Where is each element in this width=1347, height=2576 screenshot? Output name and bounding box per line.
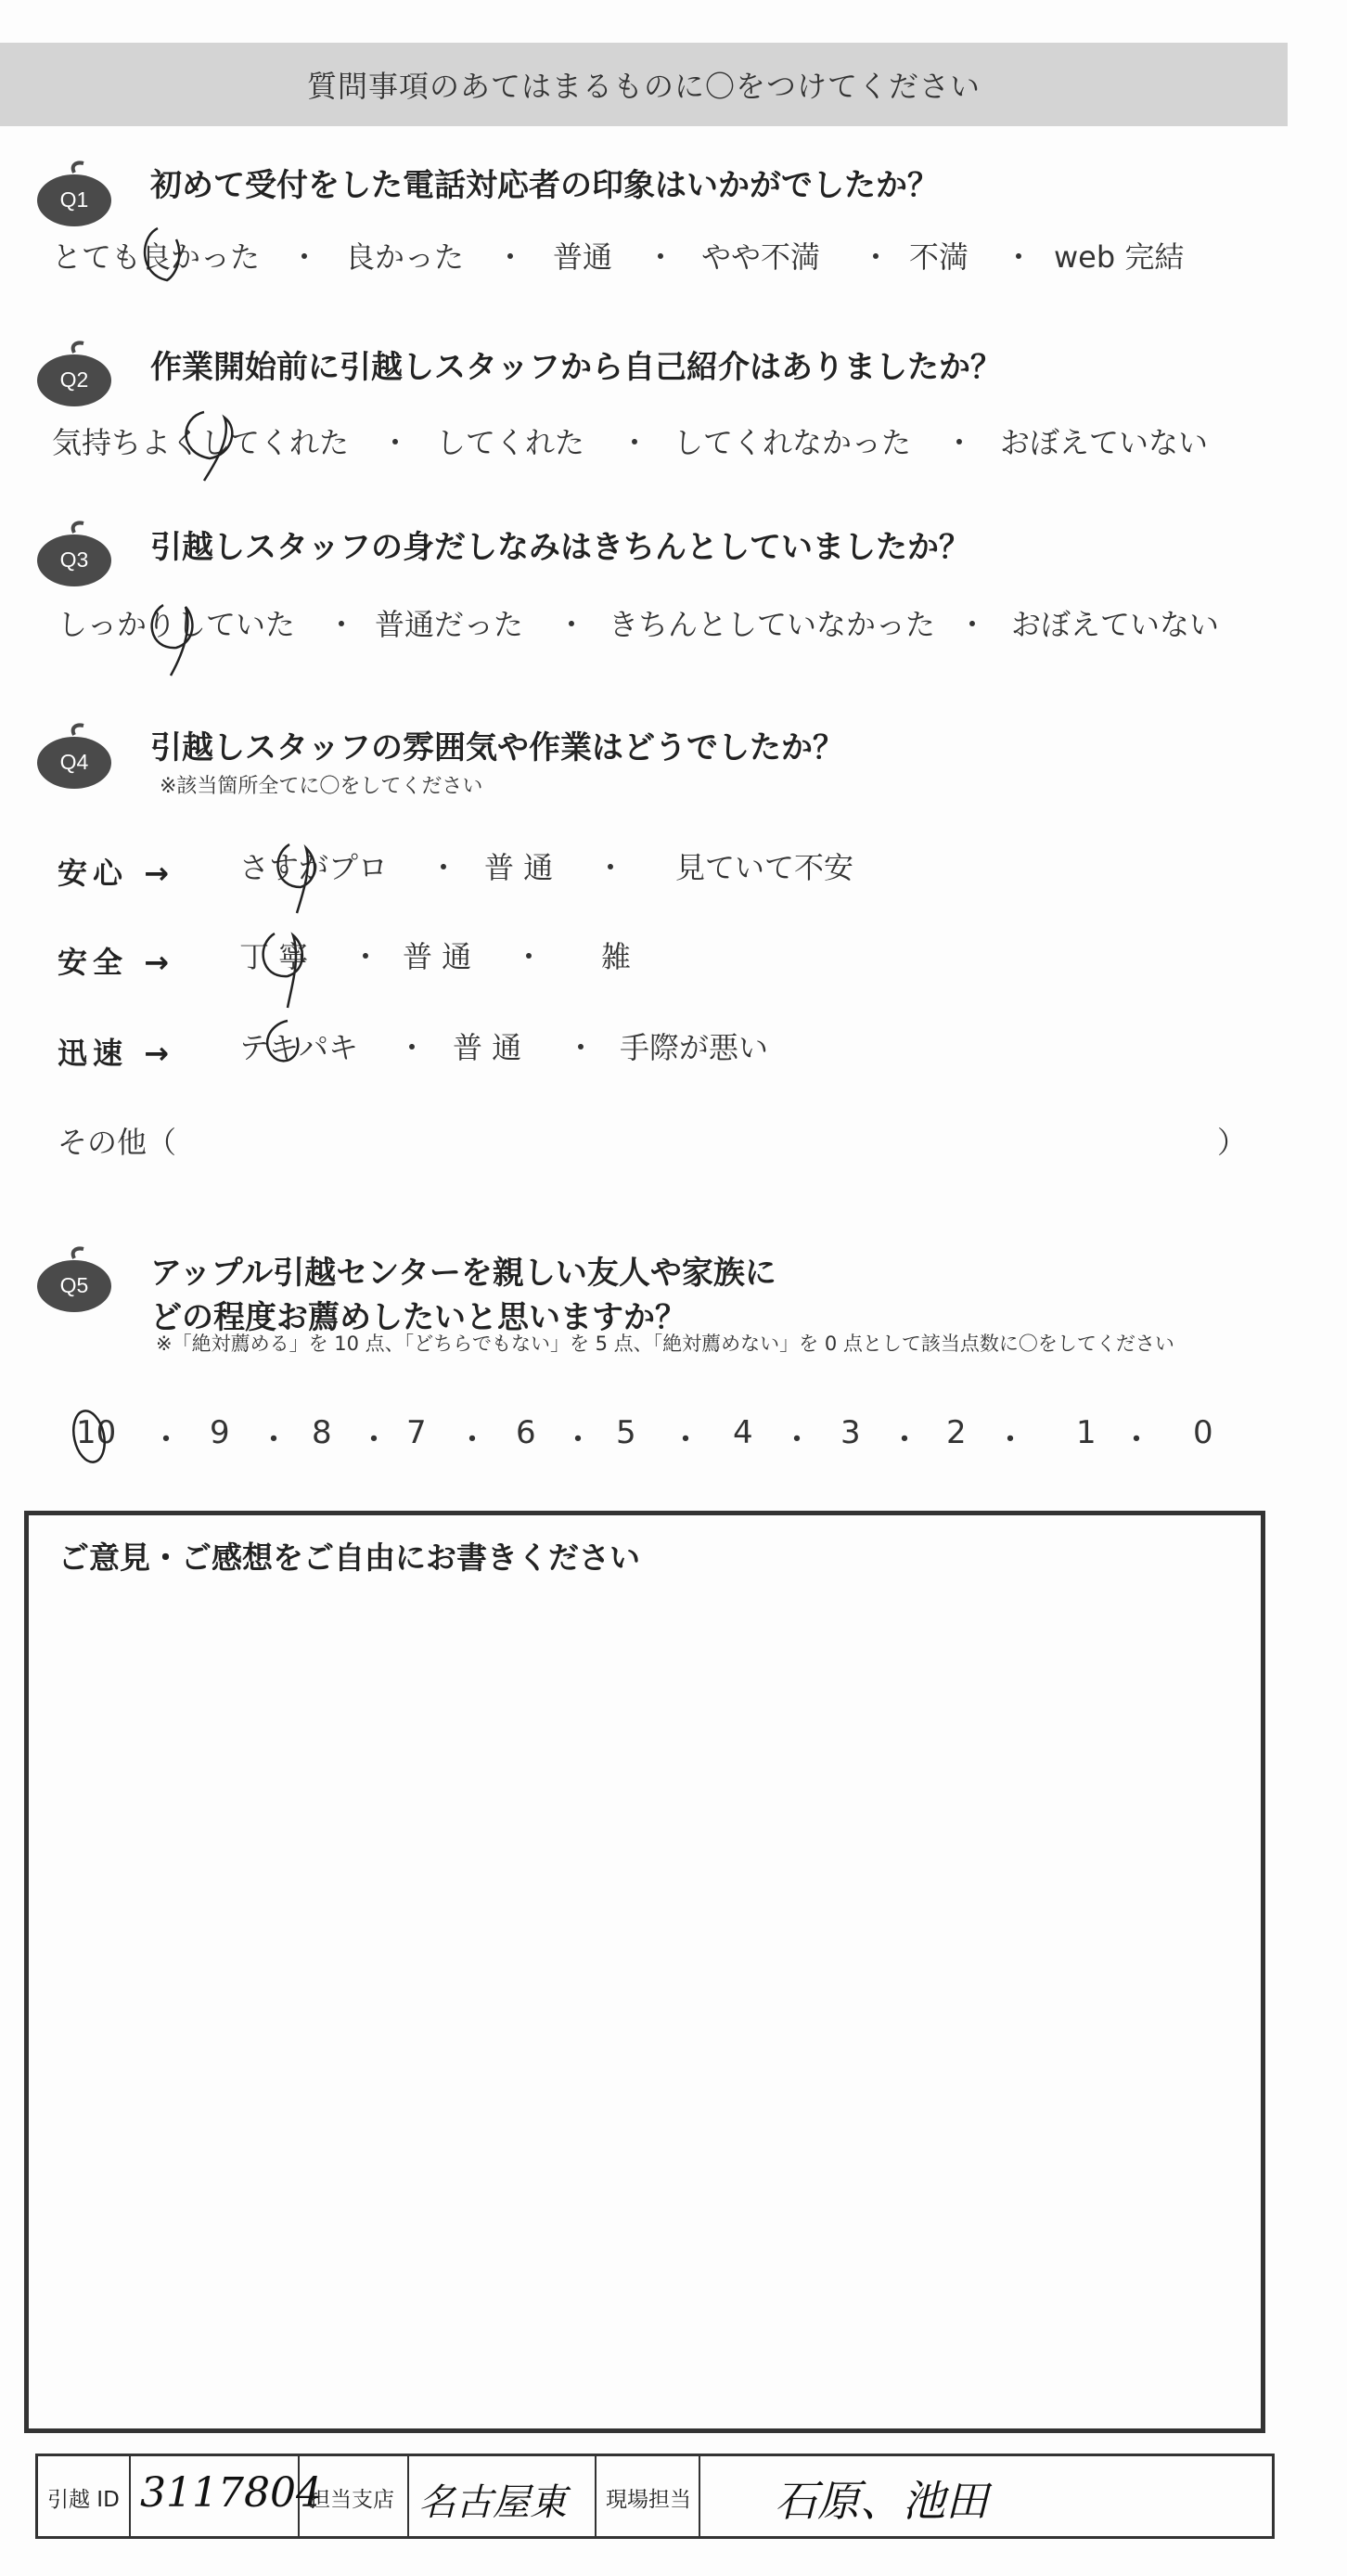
q4-option-clumsy[interactable]: 手際が悪い	[620, 1030, 769, 1065]
q5-score-1[interactable]: 1	[1076, 1414, 1097, 1451]
q4-separator: ・	[397, 1030, 428, 1065]
q5-score-5[interactable]: 5	[616, 1414, 636, 1451]
q3-badge	[35, 531, 113, 588]
q1-option-good[interactable]: 良かった	[345, 239, 465, 275]
q1-separator: ・	[495, 239, 526, 275]
q1-option-slightly-unsatisfied[interactable]: やや不満	[701, 239, 821, 275]
q2-option-gladly[interactable]: 気持ちよくしてくれた	[52, 425, 350, 460]
header-title: 質問事項のあてはまるものに〇をつけてください	[306, 69, 981, 104]
q4-option-efficient[interactable]: テキパキ	[239, 1030, 359, 1065]
q5-score-3[interactable]: 3	[840, 1414, 861, 1451]
q4-option-sloppy[interactable]: 雑	[601, 939, 632, 974]
q1-option-normal[interactable]: 普通	[553, 239, 613, 275]
instructions-header	[0, 43, 1288, 126]
q4-note: ※該当箇所全てに〇をしてください	[160, 775, 483, 798]
q4-row-security-label: 安全 →	[58, 945, 174, 980]
q2-option-did[interactable]: してくれた	[436, 425, 585, 460]
q5-score-10[interactable]: 10	[76, 1414, 117, 1451]
q4-badge	[35, 733, 113, 791]
footer-branch-label: 担当支店	[309, 2488, 394, 2512]
q3-badge-label: Q3	[59, 547, 89, 572]
q4-separator: ・	[566, 1030, 597, 1065]
q2-separator: ・	[380, 425, 411, 460]
q5-separator: ・	[562, 1422, 594, 1459]
q5-separator: ・	[150, 1422, 182, 1459]
q5-score-8[interactable]: 8	[312, 1414, 332, 1451]
q2-question: 作業開始前に引越しスタッフから自己紹介はありましたか？	[150, 349, 1002, 386]
q1-separator: ・	[1004, 239, 1034, 275]
q5-score-4[interactable]: 4	[733, 1414, 753, 1451]
q4-other-label: その他（	[58, 1125, 177, 1160]
q1-badge	[35, 171, 113, 228]
footer-id-value: 3117804	[140, 2469, 322, 2517]
q4-option-polite[interactable]: 丁 寧	[239, 939, 309, 974]
q5-note: ※「絶対薦める」を 10 点、「どちらでもない」を 5 点、「絶対薦めない」を 0 点として該当点数に〇をしてください	[156, 1333, 1174, 1355]
q3-separator: ・	[957, 607, 988, 642]
q4-row-safety-label: 安心 →	[58, 856, 174, 891]
q5-question-line2: どの程度お薦めしたいと思いますか？	[150, 1299, 686, 1336]
q4-badge-label: Q4	[59, 749, 89, 774]
q1-option-very-good[interactable]: とても良かった	[52, 239, 261, 275]
q4-row-speed-label: 迅速 →	[58, 1036, 174, 1071]
comments-title: ご意見・ご感想をご自由にお書きください	[58, 1539, 640, 1576]
q1-badge-label: Q1	[59, 187, 89, 212]
q4-separator: ・	[351, 939, 381, 974]
q2-separator: ・	[944, 425, 975, 460]
footer-id-label-cell	[38, 2456, 131, 2536]
q5-separator: ・	[781, 1422, 813, 1459]
q4-option-normal[interactable]: 普 通	[403, 939, 472, 974]
q2-badge	[35, 351, 113, 408]
q5-score-2[interactable]: 2	[946, 1414, 967, 1451]
q1-separator: ・	[289, 239, 320, 275]
q1-separator: ・	[646, 239, 676, 275]
q5-badge	[35, 1256, 113, 1314]
q4-separator: ・	[514, 939, 545, 974]
q2-option-dont-remember[interactable]: おぼえていない	[1000, 425, 1209, 460]
footer-staff-value-cell[interactable]	[700, 2456, 1272, 2536]
comments-box[interactable]	[24, 1511, 1265, 2433]
q5-question-line1: アップル引越センターを親しい友人や家族に	[150, 1255, 776, 1292]
q4-option-worrying[interactable]: 見ていて不安	[675, 850, 854, 885]
comments-body[interactable]	[58, 1590, 1231, 2410]
q5-separator: ・	[456, 1422, 488, 1459]
q4-other-close: ）	[1217, 1125, 1248, 1160]
q1-separator: ・	[861, 239, 892, 275]
footer-branch-value-cell[interactable]	[409, 2456, 597, 2536]
q3-question: 引越しスタッフの身だしなみはきちんとしていましたか？	[150, 529, 970, 566]
footer-staff-label: 現場担当	[606, 2488, 691, 2512]
footer-id-value-cell[interactable]	[131, 2456, 322, 2536]
q4-option-normal[interactable]: 普 通	[453, 1030, 522, 1065]
footer-staff-label-cell	[597, 2456, 700, 2536]
q3-separator: ・	[327, 607, 357, 642]
footer-table	[35, 2454, 1275, 2539]
q1-option-unsatisfied[interactable]: 不満	[909, 239, 969, 275]
footer-branch-label-cell	[300, 2456, 409, 2536]
q1-question: 初めて受付をした電話対応者の印象はいかがでしたか？	[150, 167, 939, 204]
q5-badge-label: Q5	[59, 1272, 89, 1297]
footer-branch-value: 名古屋東	[418, 2481, 567, 2524]
q4-separator: ・	[596, 850, 626, 885]
footer-staff-value: 石原、池田	[775, 2476, 988, 2526]
q3-option-normal[interactable]: 普通だった	[375, 607, 524, 642]
q5-separator: ・	[994, 1422, 1026, 1459]
q5-score-6[interactable]: 6	[516, 1414, 536, 1451]
q5-separator: ・	[358, 1422, 390, 1459]
q4-option-normal[interactable]: 普 通	[484, 850, 554, 885]
q3-separator: ・	[557, 607, 587, 642]
q1-option-web[interactable]: web 完結	[1054, 239, 1185, 275]
q5-score-9[interactable]: 9	[210, 1414, 230, 1451]
q3-option-not-neat[interactable]: きちんとしていなかった	[609, 607, 936, 642]
q4-separator: ・	[429, 850, 459, 885]
q3-option-neat[interactable]: しっかりしていた	[58, 607, 296, 642]
q5-separator: ・	[670, 1422, 701, 1459]
q5-separator: ・	[258, 1422, 289, 1459]
q2-separator: ・	[620, 425, 650, 460]
q5-separator: ・	[889, 1422, 920, 1459]
q5-score-7[interactable]: 7	[406, 1414, 427, 1451]
q5-separator: ・	[1121, 1422, 1152, 1459]
q4-option-professional[interactable]: さすがプロ	[239, 850, 389, 885]
q2-option-did-not[interactable]: してくれなかった	[674, 425, 912, 460]
q4-question: 引越しスタッフの雰囲気や作業はどうでしたか？	[150, 729, 844, 766]
footer-id-label: 引越 ID	[47, 2488, 120, 2512]
q3-option-dont-remember[interactable]: おぼえていない	[1011, 607, 1220, 642]
q5-score-0[interactable]: 0	[1193, 1414, 1213, 1451]
q2-badge-label: Q2	[59, 367, 89, 392]
